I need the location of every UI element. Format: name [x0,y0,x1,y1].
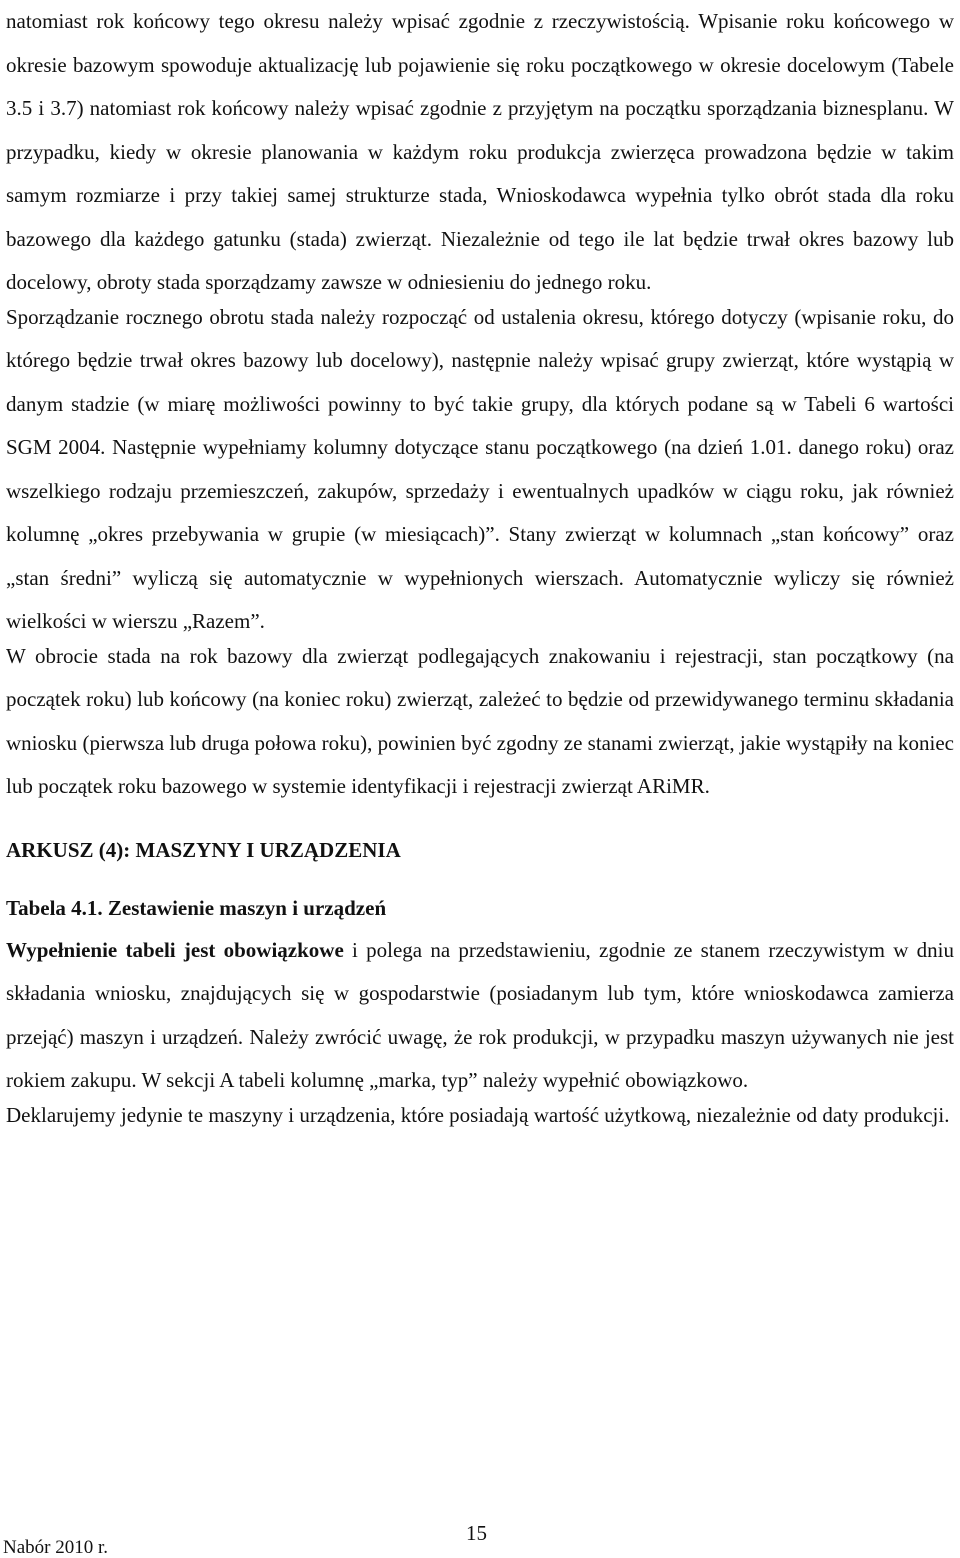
footer-nabor: Nabór 2010 r. [3,1537,109,1558]
bold-phrase: Wypełnienie tabeli jest obowiązkowe [6,937,344,962]
paragraph-table-required [6,929,954,1103]
page-number: 15 [466,1521,487,1545]
paragraph-herd-turnover-procedure: Sporządzanie rocznego obrotu stada należy rozpocząć od ustalenia okresu, którego dotyczy (wpisanie roku, do którego będzie trwał okres bazowy lub docelowy), następnie należy wpisać grupy zwierząt, które wystąpią w danym stadzie (w miarę możliwości powinny to być takie grupy, dla których podane są w Tabeli 6 wartości SGM 2004. Następnie wypełniamy kolumny dotyczące stanu początkowego (na dzień 1.01. danego roku) oraz wszelkiego rodzaju przemieszczeń, zakupów, sprzedaży i ewentualnych upadków w ciągu roku, jak również kolumnę „okres przebywania w grupie (w miesiącach)”. Stany zwierząt w kolumnach „stan końcowy” oraz „stan średni” wyliczą się automatycznie w wypełnionych wierszach. Automatycznie wyliczy się również wielkości w wierszu „Razem”. [6,304,954,633]
paragraph-herd-registration: W obrocie stada na rok bazowy dla zwierząt podlegających znakowaniu i rejestracji, stan początkowy (na początek roku) lub końcowy (na koniec roku) zwierząt, zależeć to będzie od przewidywanego terminu składania wniosku (pierwsza lub druga połowa roku), powinien być zgodny ze stanami zwierząt, jakie wystąpiły na koniec lub początek roku bazowego w systemie identyfikacji i rejestracji zwierząt ARiMR. [6,643,954,798]
paragraph-declare-machines: Deklarujemy jedynie te maszyny i urządzenia, które posiadają wartość użytkową, niezależnie od daty produkcji. [6,1102,950,1127]
paragraph-herd-period: natomiast rok końcowy tego okresu należy wpisać zgodnie z rzeczywistością. Wpisanie roku końcowego w okresie bazowym spowoduje aktualizację lub pojawienie się roku początkowego w okresie docelowym (Tabele 3.5 i 3.7) natomiast rok końcowy należy wpisać zgodnie z przyjętym na początku sporządzania biznesplanu. W przypadku, kiedy w okresie planowania w każdym roku produkcja zwierzęca prowadzona będzie w takim samym rozmiarze i przy takiej samej strukturze stada, Wnioskodawca wypełnia tylko obrót stada dla roku bazowego dla każdego gatunku (stada) zwierząt. Niezależnie od tego ile lat będzie trwał okres bazowy lub docelowy, obroty stada sporządzamy zawsze w odniesieniu do jednego roku. [6,9,954,294]
table-heading: Tabela 4.1. Zestawienie maszyn i urządzeń [6,895,387,920]
document-page [6,0,954,1137]
paragraph-rest: i polega na przedstawieniu, zgodnie ze stanem rzeczywistym w dniu składania wniosku, znajdujących się w gospodarstwie (posiadanym lub tym, które wnioskodawca zamierza przejąć) maszyn i urządzeń. Należy zwrócić uwagę, że rok produkcji, w przypadku maszyn używanych nie jest rokiem zakupu. W sekcji A tabeli kolumnę „marka, typ” należy wypełnić obowiązkowo. [6,937,954,1092]
section-heading-arkusz: ARKUSZ (4): MASZYNY I URZĄDZENIA [6,837,401,862]
